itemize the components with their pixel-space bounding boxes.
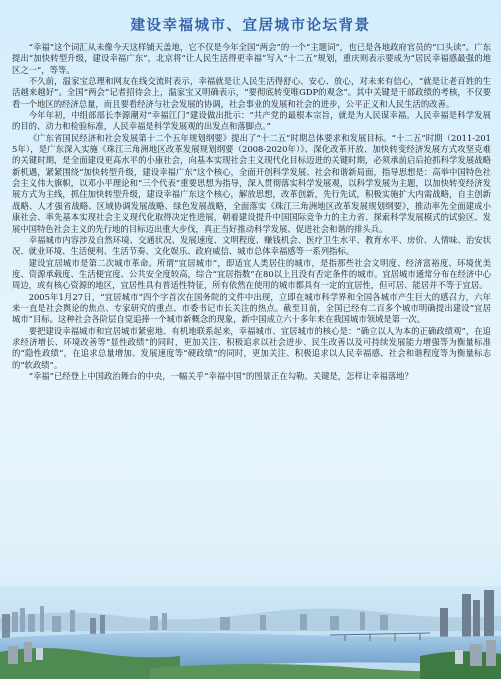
article-body bbox=[12, 42, 491, 382]
paragraph: “幸福”已经登上中国政治舞台的中央，一幅关乎“幸福中国”的图景正在勾勒。关键是，怎样让幸福落地？ bbox=[28, 370, 413, 381]
page-title: 建设幸福城市、宜居城市论坛背景 bbox=[130, 18, 371, 34]
paragraph: 2005年1月27日，“宜居城市”四个字首次在国务院的文件中出现，立即在城市科学界和全国各城市产生巨大的感召力，六年来一直是社会舆论的焦点、专家研究的重点、市委书记市长关注的热点。截至目前，全国已经有二百多个城市明确提出建设“宜居城市”目标。这种社会各阶层自觉追捧一个城市新概念的现象，新中国成立六十多年来在我国城市领域是第一次。 bbox=[12, 291, 491, 325]
city-skyline-image bbox=[0, 586, 501, 679]
paragraph: 建设宜居城市是第二次城市革命。所谓“宜居城市”，即适宜人类居住的城市，是指那些社会文明度、经济富裕度、环境优美度、资源承载度、生活便宜度、公共安全度较高，综合“宜居指数”在80以上且没有否定条件的城市。宜居城市通常分布在经济中心周边，或有核心资源的地区，宜居性具有普适性特征，所有依然在使用的城市都具有一定的宜居性，但可居、能居并不等于宜居。 bbox=[12, 257, 491, 291]
paragraph: 《广东省国民经济和社会发展第十二个五年规划纲要》提出了“十二五”时期总体要求和发展目标。“十二五”时期（2011-2015年），是广东深入实施《珠江三角洲地区改革发展规划纲要（2008-2020年）》、深化改革开放、加快转变经济发展方式攻坚克难的关键时期，是全面建设更高水平的小康社会，向基本实现社会主义现代化目标迈进的关键时期，必须承前启后抢抓科学发展战略新机遇，紧紧围绕“加快转型升级，建设幸福广东”这个核心，全面开创科学发展、社会和谐新局面，指导思想是：高举中国特色社会主义伟大旗帜，以邓小平理论和“三个代表”重要思想为指导，深入贯彻落实科学发展观，以科学发展为主题，以加快转变经济发展方式为主线，抓住加快转型升级，建设幸福广东这个核心，解放思想，改革创新，先行先试，积极实施扩大内需战略，自主创新战略、人才强省战略、区域协调发展战略、绿色发展战略，全面落实《珠江三角洲地区改革发展规划纲要》，推动率先全面建成小康社会、率先基本实现社会主义现代化取得决定性进展，朝着建设提升中国国际竞争力的主力省、探索科学发展模式的试验区、发展中国特色社会主义的先行地的目标迈出重大步伐，真正当好推动科学发展、促进社会和谐的排头兵。 bbox=[12, 132, 491, 234]
paragraph: “幸福”这个词汇从未像今天这样铺天盖地，它不仅是今年全国“两会”的一个“主题词”，也已是各地政府官员的“口头读”。广东提出“加快转型升级，建设幸福广东”，北京将“让人民生活得更幸福”写入“十二五”规划，重庆则表示要成为“居民幸福感最强的地区之一”，等等。 bbox=[12, 42, 491, 75]
paragraph: 今年年初，中组部部长李源潮对“幸福江门”建设做出批示：“共产党的最根本宗旨，就是为人民谋幸福。人民幸福是科学发展的目的、动力和检验标准，人民幸福是科学发展观的出发点和落脚点。” bbox=[12, 110, 491, 132]
paragraph: 不久前，温家宝总理和网友在线交流时表示，幸福就是让人民生活得舒心、安心、放心，对未来有信心，“就是让老百姓的生活越来越好”。全国“两会”记者招待会上，温家宝又明确表示，“要彻底转变唯GDP的观念”。其中关键是干部政绩的考核，不仅要看一个地区的经济总量，而且要看经济与社会发展的协调，社会事业的发展和社会的进步，公平正义和人民生活的改善。 bbox=[12, 76, 491, 109]
paragraph: 幸福城市内容涉及自然环境、交通状况、发展速度、文明程度、赚钱机会、医疗卫生水平、教育水平、房价、人情味、治安状况、就业环境、生活便利、生活节奏、文化娱乐、政府威信、城市总体幸福感等一系列指标。 bbox=[12, 234, 491, 257]
paragraph: 要把建设幸福城市和宜居城市紧密地、有机地联系起来，幸福城市、宜居城市的核心是：“确立以人为本的正确政绩观”，在追求经济增长、环境改善等“显性政绩”的同时，更加关注、积极追求以社会进步、民生改善以及可持续发展能力增强等为衡量标准的“隐性政绩”，在追求总量增加、发展速度等“硬政绩”的同时，更加关注、积极追求以人民幸福感、社会和谐程度等为衡量标志的“软政绩”。 bbox=[12, 325, 491, 370]
